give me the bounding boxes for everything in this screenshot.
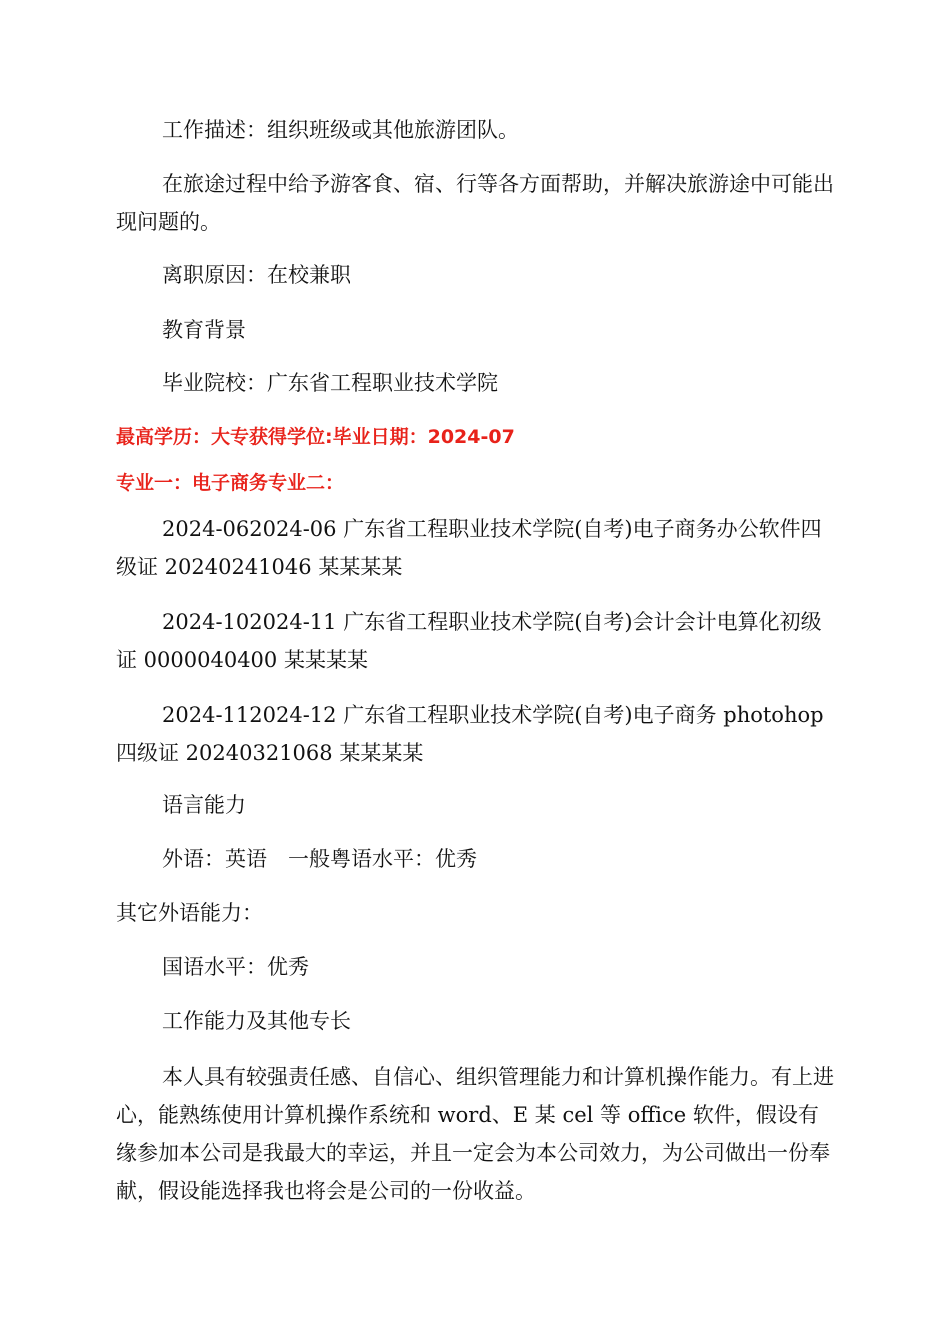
certificate-2-text: 2024-102024-11 广东省工程职业技术学院(自考)会计会计电算化初级证 0000040400 某某某某 bbox=[116, 610, 822, 672]
school: 毕业院校：广东省工程职业技术学院 bbox=[162, 371, 498, 395]
certificate-1 bbox=[116, 510, 836, 586]
degree-line: 最高学历：大专获得学位:毕业日期：2024-07 bbox=[116, 426, 515, 448]
skills-heading: 工作能力及其他专长 bbox=[162, 1009, 351, 1033]
major-line: 专业一：电子商务专业二： bbox=[116, 472, 345, 494]
certificate-3-text: 2024-112024-12 广东省工程职业技术学院(自考)电子商务 photohop 四级证 20240321068 某某某某 bbox=[116, 703, 824, 765]
certificate-1-text: 2024-062024-06 广东省工程职业技术学院(自考)电子商务办公软件四级证 20240241046 某某某某 bbox=[116, 517, 822, 579]
certificate-2 bbox=[116, 603, 836, 679]
self-assessment bbox=[116, 1058, 836, 1210]
tour-help-text: 在旅途过程中给予游客食、宿、行等各方面帮助，并解决旅游途中可能出现问题的。 bbox=[116, 172, 834, 234]
foreign-language: 外语：英语 一般粤语水平：优秀 bbox=[162, 847, 477, 871]
self-assessment-text: 本人具有较强责任感、自信心、组织管理能力和计算机操作能力。有上进心，能熟练使用计算机操作系统和 word、E 某 cel 等 office 软件，假设有缘参加本公司是我最大的幸运，并且一定会为本公司效力，为公司做出一份奉献，假设能选择我也将会是公司的一份收益。 bbox=[116, 1065, 834, 1203]
leave-reason: 离职原因：在校兼职 bbox=[162, 263, 351, 287]
language-heading: 语言能力 bbox=[162, 793, 246, 817]
tour-help-paragraph bbox=[116, 165, 836, 241]
job-description: 工作描述：组织班级或其他旅游团队。 bbox=[162, 118, 519, 142]
mandarin-level: 国语水平：优秀 bbox=[162, 955, 309, 979]
certificate-3 bbox=[116, 696, 836, 772]
education-heading: 教育背景 bbox=[162, 318, 246, 342]
other-languages: 其它外语能力： bbox=[116, 901, 263, 925]
